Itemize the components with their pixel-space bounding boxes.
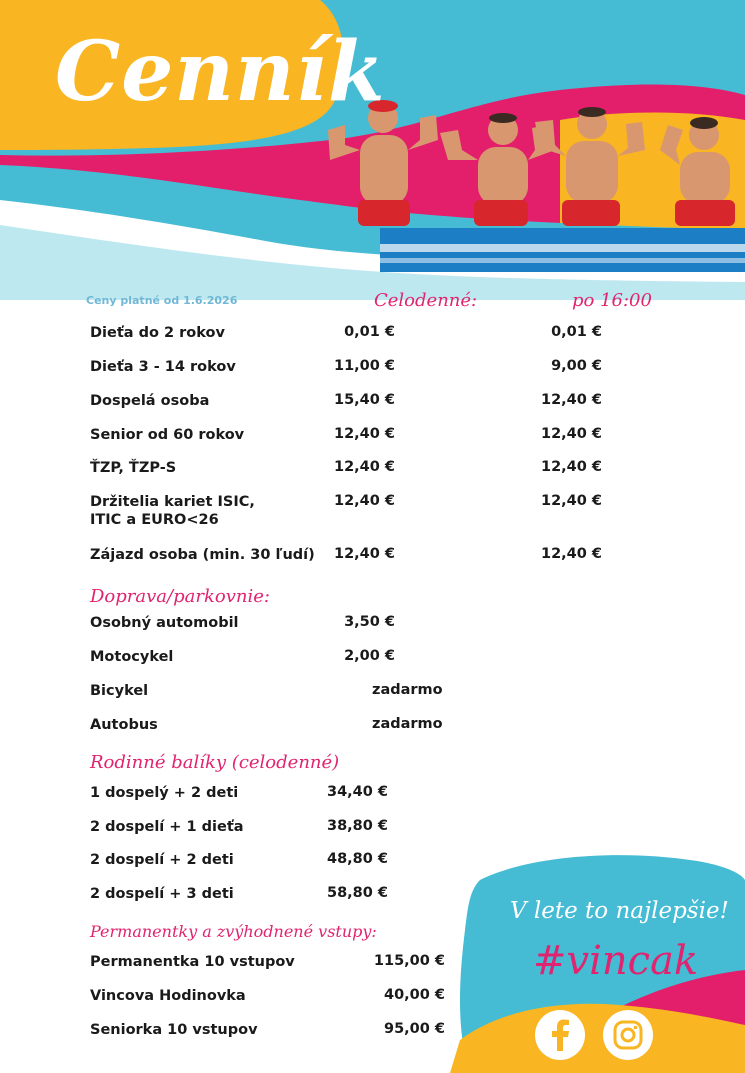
slogan: V lete to najlepšie! [510,898,729,924]
price-full-day: 12,40 € [333,426,395,442]
pass-price: 95,00 € [383,1021,445,1037]
transport-row [90,614,690,636]
price-row-label: Dieťa 3 - 14 rokov [90,359,236,375]
pass-price: 40,00 € [383,987,445,1003]
price-row [90,392,690,414]
price-row [90,324,690,346]
pass-row [90,987,690,1009]
pass-row-label: Permanentka 10 vstupov [90,954,295,970]
price-row-label: Zájazd osoba (min. 30 ľudí) [90,547,315,563]
price-full-day: 12,40 € [333,546,395,562]
transport-row [90,648,690,670]
price-after-16: 12,40 € [540,546,602,562]
family-row-label: 2 dospelí + 1 dieťa [90,819,244,835]
family-price: 38,80 € [326,818,388,834]
price-after-16: 12,40 € [540,392,602,408]
pass-row [90,1021,690,1043]
price-row [90,546,690,568]
column-heading-full-day: Celodenné: [374,290,478,311]
price-row-label: Držitelia kariet ISIC, ITIC a EURO<26 [90,494,255,528]
price-row-label: Dospelá osoba [90,393,210,409]
family-row-label: 1 dospelý + 2 deti [90,785,239,801]
price-full-day: 0,01 € [344,324,395,340]
transport-price: zadarmo [372,682,443,698]
valid-from-note: Ceny platné od 1.6.2026 [86,294,238,307]
family-price: 48,80 € [326,851,388,867]
family-row [90,818,690,840]
price-row-label: Dieťa do 2 rokov [90,325,225,341]
family-row [90,784,690,806]
price-after-16: 9,00 € [551,358,602,374]
price-full-day: 12,40 € [333,459,395,475]
price-after-16: 0,01 € [551,324,602,340]
family-price: 58,80 € [326,885,388,901]
transport-row-label: Autobus [90,717,158,733]
page-title: Cenník [55,24,386,120]
price-full-day: 11,00 € [333,358,395,374]
family-heading: Rodinné balíky (celodenné) [90,752,340,773]
price-after-16: 12,40 € [540,459,602,475]
pass-row [90,953,690,975]
pass-row-label: Vincova Hodinovka [90,988,246,1004]
price-row-label: Senior od 60 rokov [90,427,245,443]
transport-row-label: Bicykel [90,683,149,699]
transport-row [90,682,690,704]
passes-heading: Permanentky a zvýhodnené vstupy: [90,922,377,941]
transport-price: 3,50 € [344,614,395,630]
transport-price: zadarmo [372,716,443,732]
price-row [90,358,690,380]
transport-row-label: Osobný automobil [90,615,239,631]
column-heading-after-16: po 16:00 [572,290,652,311]
transport-row-label: Motocykel [90,649,174,665]
price-row-label: ŤZP, ŤZP-S [90,460,177,476]
price-full-day: 15,40 € [333,392,395,408]
transport-heading: Doprava/parkovnie: [90,586,270,607]
family-row-label: 2 dospelí + 3 deti [90,886,234,902]
transport-price: 2,00 € [344,648,395,664]
price-row [90,493,690,533]
pass-row-label: Seniorka 10 vstupov [90,1022,258,1038]
price-full-day: 12,40 € [333,493,395,509]
family-price: 34,40 € [326,784,388,800]
hashtag: #vincak [533,938,699,984]
price-after-16: 12,40 € [540,493,602,509]
price-row [90,459,690,481]
family-row-label: 2 dospelí + 2 deti [90,852,234,868]
transport-row [90,716,690,738]
price-row [90,426,690,448]
price-after-16: 12,40 € [540,426,602,442]
pass-price: 115,00 € [373,953,445,969]
